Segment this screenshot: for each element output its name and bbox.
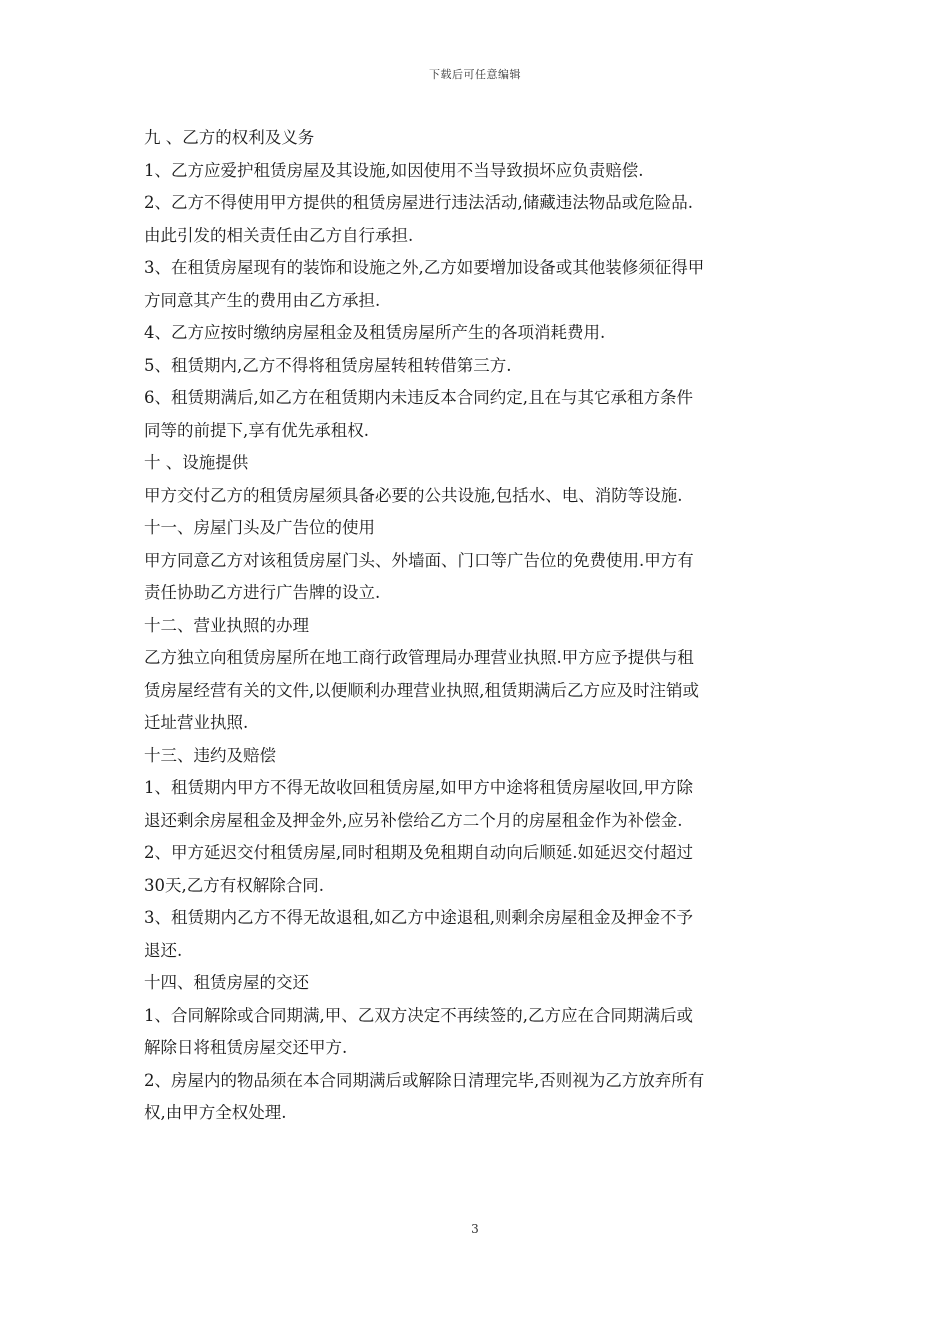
text-line: 1、合同解除或合同期满,甲、乙双方决定不再续签的,乙方应在合同期满后或: [144, 1005, 693, 1025]
text-line: 甲方交付乙方的租赁房屋须具备必要的公共设施,包括水、电、消防等设施.: [144, 485, 683, 505]
text-line: 权,由甲方全权处理.: [144, 1103, 287, 1122]
text-line: 5、租赁期内,乙方不得将租赁房屋转租转借第三方.: [144, 355, 512, 375]
text-line: 解除日将租赁房屋交还甲方.: [144, 1038, 348, 1057]
text-line: 十二、营业执照的办理: [144, 615, 309, 635]
text-line: 退还剩余房屋租金及押金外,应另补偿给乙方二个月的房屋租金作为补偿金.: [144, 810, 683, 830]
text-line: 责任协助乙方进行广告牌的设立.: [144, 583, 381, 602]
text-line: 3、在租赁房屋现有的装饰和设施之外,乙方如要增加设备或其他装修须征得甲: [144, 258, 705, 277]
text-line: 2、房屋内的物品须在本合同期满后或解除日清理完毕,否则视为乙方放弃所有: [144, 1070, 705, 1090]
text-line: 6、租赁期满后,如乙方在租赁期内未违反本合同约定,且在与其它承租方条件: [144, 388, 693, 407]
text-line: 十三、违约及赔偿: [144, 745, 276, 765]
text-line: 1、乙方应爱护租赁房屋及其设施,如因使用不当导致损坏应负责赔偿.: [144, 160, 644, 180]
text-line: 由此引发的相关责任由乙方自行承担.: [144, 225, 414, 245]
text-line: 赁房屋经营有关的文件,以便顺利办理营业执照,租赁期满后乙方应及时注销或: [144, 680, 699, 700]
text-line: 九 、乙方的权利及义务: [144, 128, 315, 147]
document-body: [144, 122, 810, 1130]
text-line: 30天,乙方有权解除合同.: [144, 875, 324, 895]
text-line: 2、甲方延迟交付租赁房屋,同时租期及免租期自动向后顺延.如延迟交付超过: [144, 843, 693, 862]
text-line: 退还.: [144, 940, 183, 960]
text-line: 十一、房屋门头及广告位的使用: [144, 518, 375, 537]
text-line: 迁址营业执照.: [144, 713, 249, 732]
text-line: 甲方同意乙方对该租赁房屋门头、外墙面、门口等广告位的免费使用.甲方有: [144, 550, 694, 570]
text-line: 3、租赁期内乙方不得无故退租,如乙方中途退租,则剩余房屋租金及押金不予: [144, 908, 693, 927]
page-header: 下载后可任意编辑: [429, 68, 521, 81]
page-number: 3: [471, 1222, 479, 1236]
text-line: 十 、设施提供: [144, 453, 249, 472]
text-line: 十四、租赁房屋的交还: [144, 973, 309, 992]
text-line: 方同意其产生的费用由乙方承担.: [144, 290, 381, 310]
text-line: 同等的前提下,享有优先承租权.: [144, 420, 369, 440]
text-line: 1、租赁期内甲方不得无故收回租赁房屋,如甲方中途将租赁房屋收回,甲方除: [144, 778, 693, 797]
text-line: 乙方独立向租赁房屋所在地工商行政管理局办理营业执照.甲方应予提供与租: [144, 648, 694, 667]
text-line: 2、乙方不得使用甲方提供的租赁房屋进行违法活动,储藏违法物品或危险品.: [144, 193, 693, 212]
text-line: 4、乙方应按时缴纳房屋租金及租赁房屋所产生的各项消耗费用.: [144, 323, 606, 342]
